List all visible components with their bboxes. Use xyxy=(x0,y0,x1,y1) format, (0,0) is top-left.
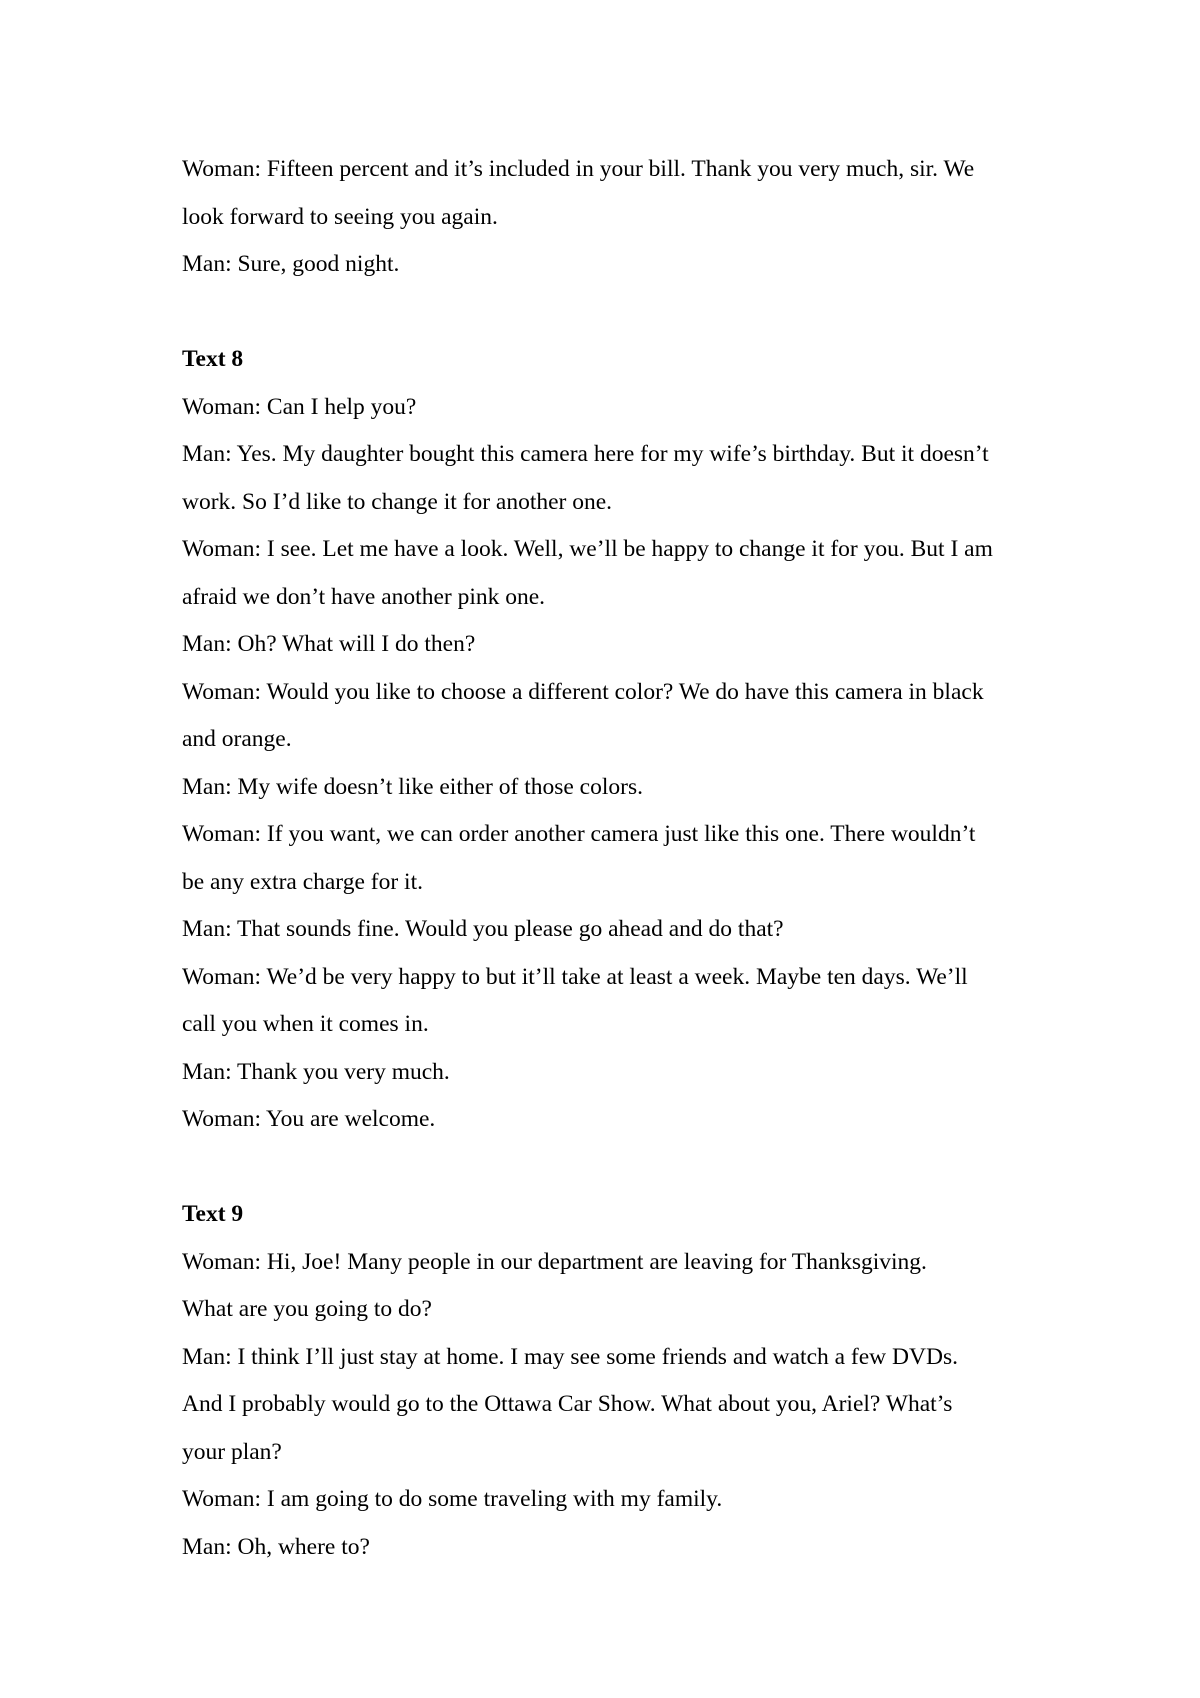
section-heading-text-9: Text 9 xyxy=(182,1201,244,1227)
section-spacer xyxy=(182,1144,1042,1192)
section-spacer xyxy=(182,289,1042,337)
dialogue-line: afraid we don’t have another pink one. xyxy=(182,583,546,610)
dialogue-line: work. So I’d like to change it for another one. xyxy=(182,488,613,515)
dialogue-line: And I probably would go to the Ottawa Car Show. What about you, Ariel? What’s xyxy=(182,1391,953,1417)
dialogue-line: Man: I think I’ll just stay at home. I may see some friends and watch a few DVDs. xyxy=(182,1343,958,1370)
dialogue-line: be any extra charge for it. xyxy=(182,868,423,895)
dialogue-line: Woman: Would you like to choose a different color? We do have this camera in black xyxy=(182,678,984,705)
dialogue-line: What are you going to do? xyxy=(182,1296,432,1322)
dialogue-line: and orange. xyxy=(182,726,292,752)
dialogue-line: Woman: We’d be very happy to but it’ll take at least a week. Maybe ten days. We’ll xyxy=(182,963,968,990)
dialogue-line: Woman: Can I help you? xyxy=(182,393,417,420)
dialogue-line: Woman: If you want, we can order another camera just like this one. There wouldn’t xyxy=(182,821,976,847)
dialogue-line: Man: Oh? What will I do then? xyxy=(182,631,476,657)
dialogue-line: Woman: Fifteen percent and it’s included in your bill. Thank you very much, sir. We xyxy=(182,156,975,182)
dialogue-line: your plan? xyxy=(182,1438,282,1465)
dialogue-line: Woman: I see. Let me have a look. Well, we’ll be happy to change it for you. But I am xyxy=(182,536,993,562)
document-body xyxy=(182,146,1042,1571)
dialogue-line: Woman: I am going to do some traveling with my family. xyxy=(182,1486,723,1512)
section-heading-text-8: Text 8 xyxy=(182,346,244,372)
dialogue-line: Man: Oh, where to? xyxy=(182,1533,370,1560)
dialogue-line: Man: That sounds fine. Would you please go ahead and do that? xyxy=(182,916,784,942)
dialogue-line: Man: Sure, good night. xyxy=(182,251,400,277)
dialogue-line: Woman: Hi, Joe! Many people in our department are leaving for Thanksgiving. xyxy=(182,1248,927,1275)
dialogue-line: call you when it comes in. xyxy=(182,1011,429,1037)
dialogue-line: Man: Yes. My daughter bought this camera here for my wife’s birthday. But it doesn’t xyxy=(182,441,989,467)
dialogue-line: Man: Thank you very much. xyxy=(182,1058,450,1085)
dialogue-line: Man: My wife doesn’t like either of those colors. xyxy=(182,773,643,800)
dialogue-line: Woman: You are welcome. xyxy=(182,1106,436,1132)
dialogue-line: look forward to seeing you again. xyxy=(182,203,498,230)
